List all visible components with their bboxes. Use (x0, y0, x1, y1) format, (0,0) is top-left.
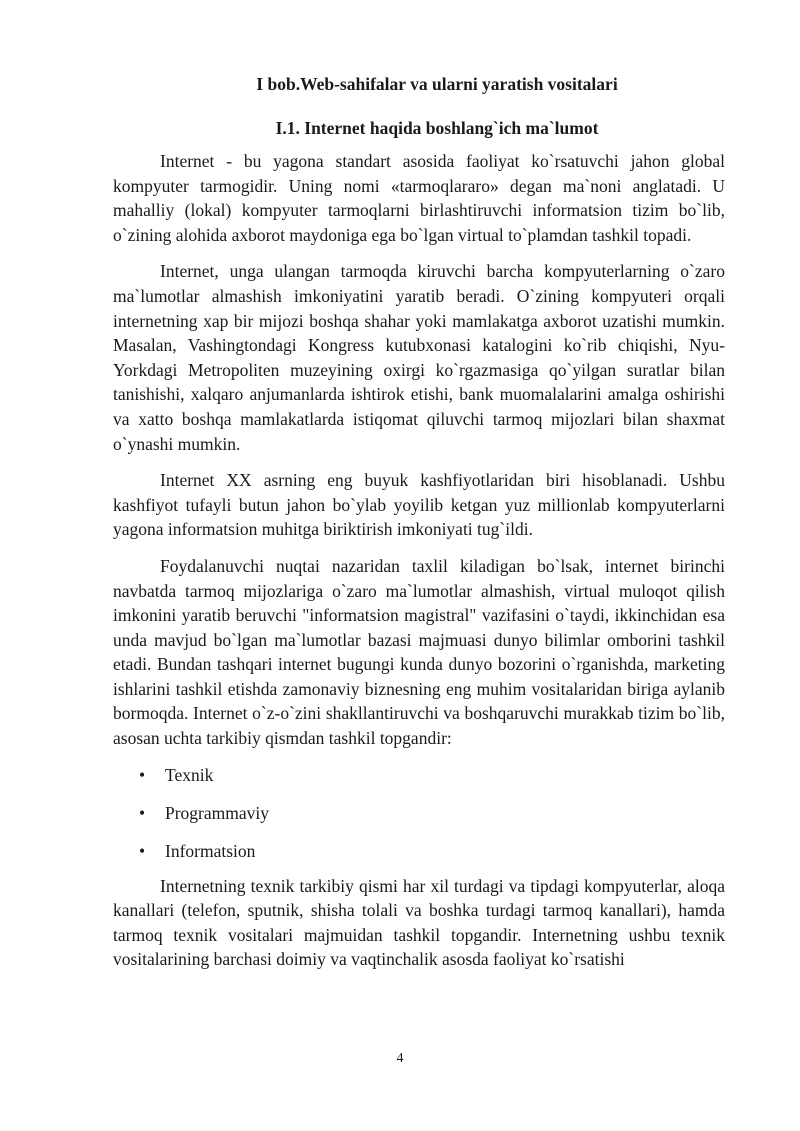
list-item-label: Programmaviy (165, 802, 270, 823)
component-list (113, 763, 725, 863)
bullet-icon: • (139, 764, 146, 785)
paragraph-2: Internet, unga ulangan tarmoqda kiruvchi barcha kompyuterlarning o`zaro ma`lumotlar almashish imkoniyatini yaratib beradi. O`zining kompyuteri orqali internetning xap bir mijozi boshqa shahar yoki mamlakatga axborot uzatishi mumkin. Masalan, Vashingtondagi Kongress kutubxonasi katalogini ko`rib chiqishi, Nyu-Yorkdagi Metropoliten muzeyining oxirgi ko`rgazmasiga qo`yilgan suratlar bilan tanishishi, xalqaro anjumanlarda ishtirok etishi, bank muomalalarini amalga oshirishi va xatto boshqa mamlakatlarda istiqomat qiluvchi tarmoq mijozlari bilan shaxmat o`ynashi mumkin. (113, 261, 725, 454)
chapter-title: I bob.Web-sahifalar va ularni yaratish vositalari (256, 74, 618, 94)
list-item (113, 801, 725, 825)
list-item (113, 839, 725, 863)
section-title: I.1. Internet haqida boshlang`ich ma`lumot (275, 118, 599, 138)
list-item-label: Texnik (165, 764, 214, 785)
paragraph-1: Internet - bu yagona standart asosida faoliyat ko`rsatuvchi jahon global kompyuter tarmogidir. Uning nomi «tarmoqlararo» degan ma`noni anglatadi. U mahalliy (lokal) kompyuter tarmoqlarni birlashtiruvchi informatsion tizim bo`lib, o`zining alohida axborot maydoniga ega bo`lgan virtual to`plamdan tashkil topadi. (113, 151, 725, 245)
document-page (113, 72, 725, 984)
bullet-icon: • (139, 840, 146, 861)
bullet-icon: • (139, 802, 146, 823)
paragraph-4: Foydalanuvchi nuqtai nazaridan taxlil kiladigan bo`lsak, internet birinchi navbatda tarmoq mijozlariga o`zaro ma`lumotlar almashish, virtual muloqot qilish imkonini yaratib beruvchi "informatsion magistral" vazifasini o`taydi, ikkinchidan esa unda mavjud bo`lgan ma`lumotlar bazasi majmuasi dunyo bilimlar omborini tashkil etadi. Bundan tashqari internet bugungi kunda dunyo bozorini o`rganishda, marketing ishlarini tashkil etishda zamonaviy biznesning eng muhim vositalaridan biriga aylanib bormoqda. Internet o`z-o`zini shakllantiruvchi va boshqaruvchi murakkab tizim bo`lib, asosan uchta tarkibiy qismdan tashkil topgandir: (113, 555, 725, 749)
paragraph-3: Internet XX asrning eng buyuk kashfiyotlaridan biri hisoblanadi. Ushbu kashfiyot tufayli butun jahon bo`ylab yoyilib ketgan yuz millionlab kompyuterlarni yagona informatsion muhitga biriktirish imkoniyati tug`ildi. (113, 470, 725, 540)
list-item (113, 763, 725, 787)
paragraph-5: Internetning texnik tarkibiy qismi har xil turdagi va tipdagi kompyuterlar, aloqa kanallari (telefon, sputnik, shisha tolali va boshka turdagi tarmoq kanallari), hamda tarmoq texnik vositalari majmuidan tashkil topgandir. Internetning ushbu texnik vositalarining barchasi doimiy va vaqtinchalik asosda faoliyat ko`rsatishi (113, 875, 725, 970)
page-number: 4 (396, 1051, 404, 1066)
list-item-label: Informatsion (165, 840, 256, 861)
